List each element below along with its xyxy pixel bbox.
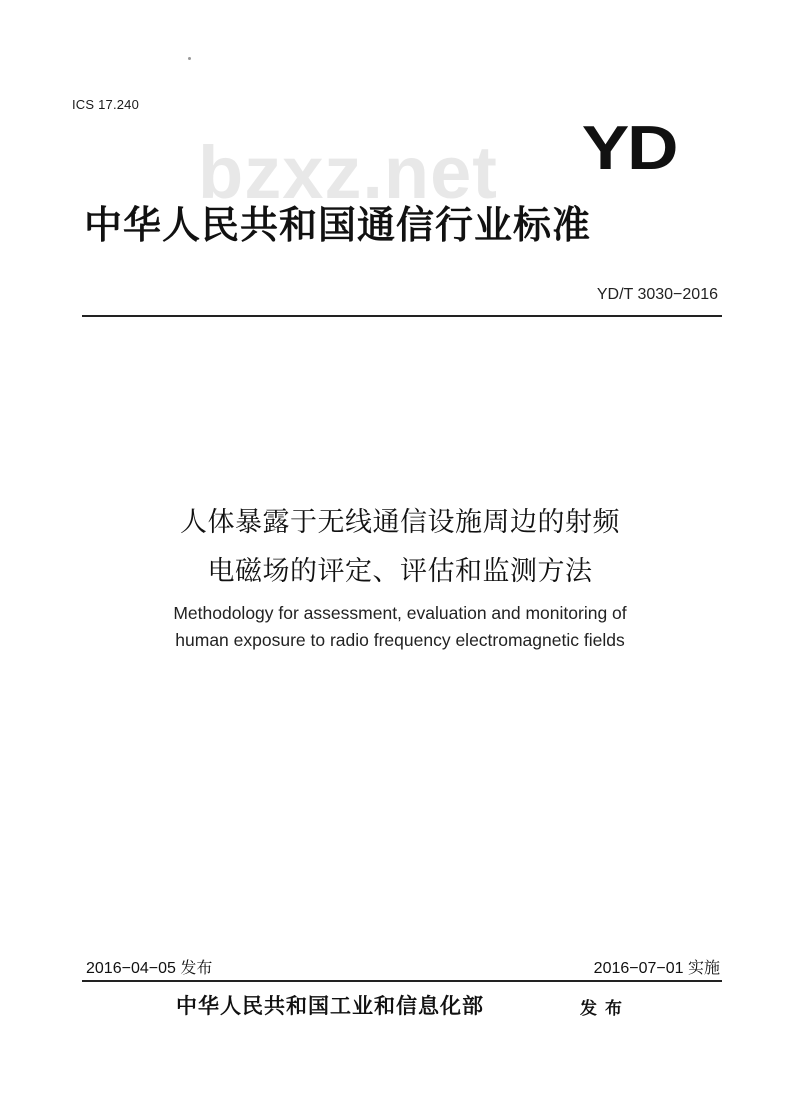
publisher: 中华人民共和国工业和信息化部: [176, 994, 484, 1018]
yd-logo: YD: [581, 113, 677, 183]
standard-category-title: 中华人民共和国通信行业标准: [84, 203, 592, 247]
top-divider: [82, 315, 722, 317]
ics-code: ICS 17.240: [72, 97, 140, 112]
bottom-divider: [82, 980, 722, 982]
publisher-suffix: 发布: [580, 999, 630, 1019]
document-title-cn-line1: 人体暴露于无线通信设施周边的射频: [180, 507, 620, 538]
watermark: bzxz.net: [198, 131, 498, 214]
document-title-en-line2: human exposure to radio frequency electromagnetic fields: [175, 630, 625, 650]
standard-number: YD/T 3030−2016: [596, 286, 718, 303]
scan-speck: [188, 57, 191, 60]
issue-date: 2016−04−05 发布: [86, 960, 213, 977]
document-title-en-line1: Methodology for assessment, evaluation and monitoring of: [173, 603, 627, 623]
implementation-date: 2016−07−01 实施: [593, 960, 720, 977]
document-title-cn-line2: 电磁场的评定、评估和监测方法: [207, 556, 593, 587]
